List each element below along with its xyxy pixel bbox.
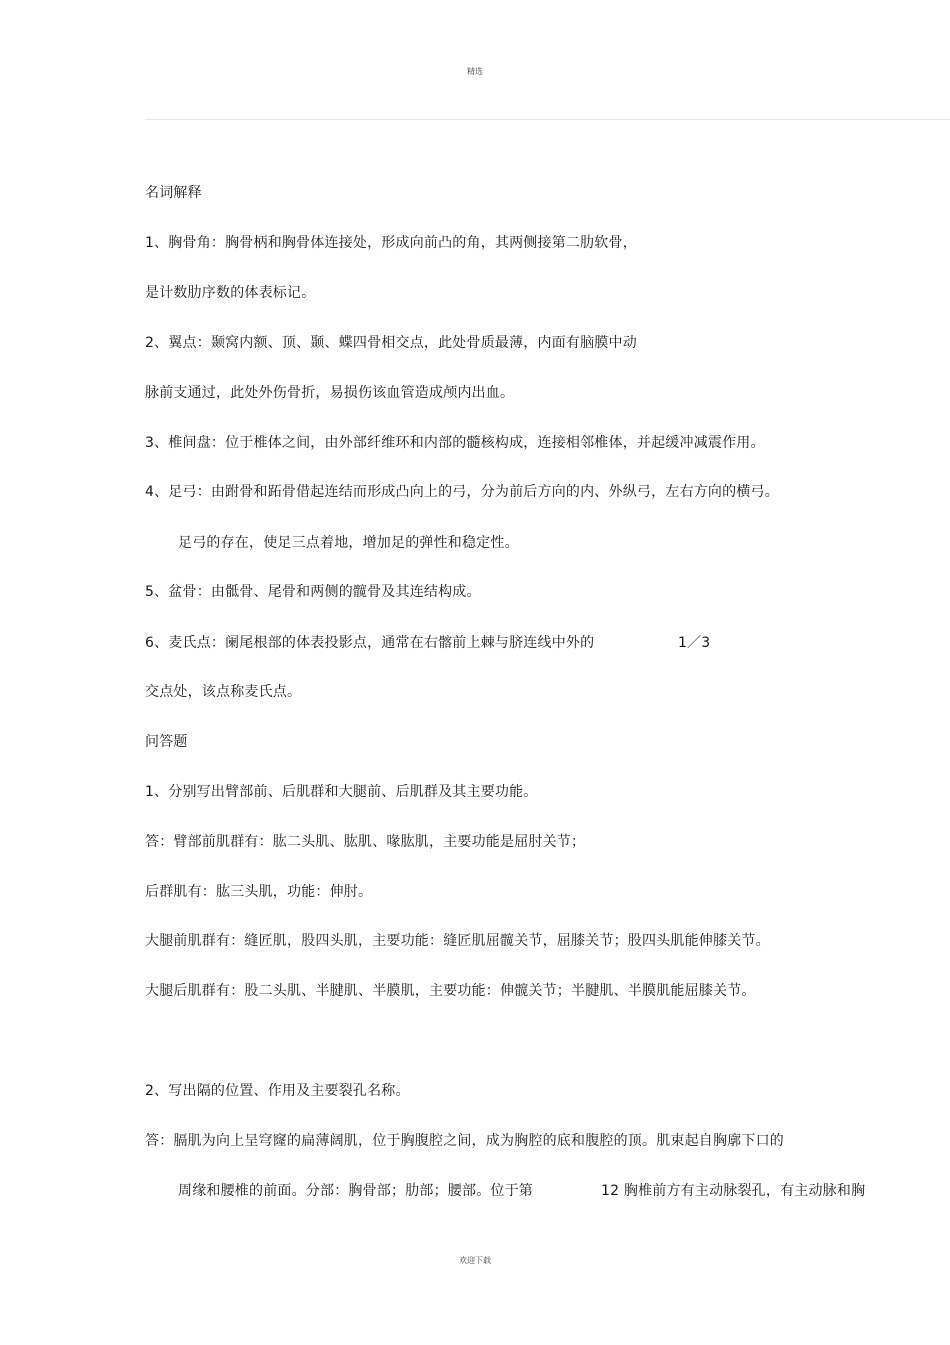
definition-2-line-1: 2、翼点：颞窝内额、顶、颞、蝶四骨相交点，此处骨质最薄，内面有脑膜中动 <box>145 335 637 351</box>
section-title-questions: 问答题 <box>145 734 188 750</box>
definition-4-line-2: 足弓的存在，使足三点着地，增加足的弹性和稳定性。 <box>178 535 519 551</box>
definition-1-line-1: 1、胸骨角：胸骨柄和胸骨体连接处，形成向前凸的角，其两侧接第二肋软骨， <box>145 235 637 251</box>
header-divider <box>145 119 950 120</box>
question-1-answer-line-3: 大腿前肌群有：缝匠肌，股四头肌，主要功能：缝匠肌屈髋关节，屈膝关节；股四头肌能伸膝关节。 <box>145 933 770 949</box>
definition-2-line-2: 脉前支通过，此处外伤骨折，易损伤该血管造成颅内出血。 <box>145 385 515 401</box>
question-2-answer-line-1: 答：膈肌为向上呈穹窿的扁薄阔肌，位于胸腹腔之间，成为胸腔的底和腹腔的顶。肌束起自胸廓下口的 <box>145 1133 784 1149</box>
definition-3-line-1: 3、椎间盘：位于椎体之间，由外部纤维环和内部的髓核构成，连接相邻椎体，并起缓冲减震作用。 <box>145 435 765 451</box>
question-2: 2、写出隔的位置、作用及主要裂孔名称。 <box>145 1083 410 1099</box>
question-1-answer-line-4: 大腿后肌群有：股二头肌、半腱肌、半膜肌，主要功能：伸髋关节；半腱肌、半膜肌能屈膝关节。 <box>145 983 756 999</box>
page-footer-text: 欢迎下载 <box>459 1256 491 1265</box>
definition-6-line-1: 6、麦氏点：阑尾根部的体表投影点，通常在右髂前上棘与脐连线中外的 <box>145 635 595 651</box>
question-1-answer-line-2: 后群肌有：肱三头肌，功能：伸肘。 <box>145 884 373 900</box>
question-2-answer-line-2b: 12 胸椎前方有主动脉裂孔，有主动脉和胸 <box>601 1183 866 1199</box>
definition-6-line-2: 交点处，该点称麦氏点。 <box>145 684 302 700</box>
section-title-definitions: 名词解释 <box>145 185 202 201</box>
definition-6-fraction: 1／3 <box>678 635 711 651</box>
question-1: 1、分别写出臂部前、后肌群和大腿前、后肌群及其主要功能。 <box>145 784 538 800</box>
question-1-answer-line-1: 答：臂部前肌群有：肱二头肌、肱肌、喙肱肌，主要功能是屈肘关节； <box>145 834 586 850</box>
definition-5-line-1: 5、盆骨：由骶骨、尾骨和两侧的髋骨及其连结构成。 <box>145 584 481 600</box>
page-header-mark: 精选 <box>467 67 483 76</box>
definition-4-line-1: 4、足弓：由跗骨和跖骨借起连结而形成凸向上的弓，分为前后方向的内、外纵弓，左右方向的横弓。 <box>145 484 779 500</box>
definition-1-line-2: 是计数肋序数的体表标记。 <box>145 285 316 301</box>
question-2-answer-line-2a: 周缘和腰椎的前面。分部：胸骨部；肋部；腰部。位于第 <box>178 1183 533 1199</box>
